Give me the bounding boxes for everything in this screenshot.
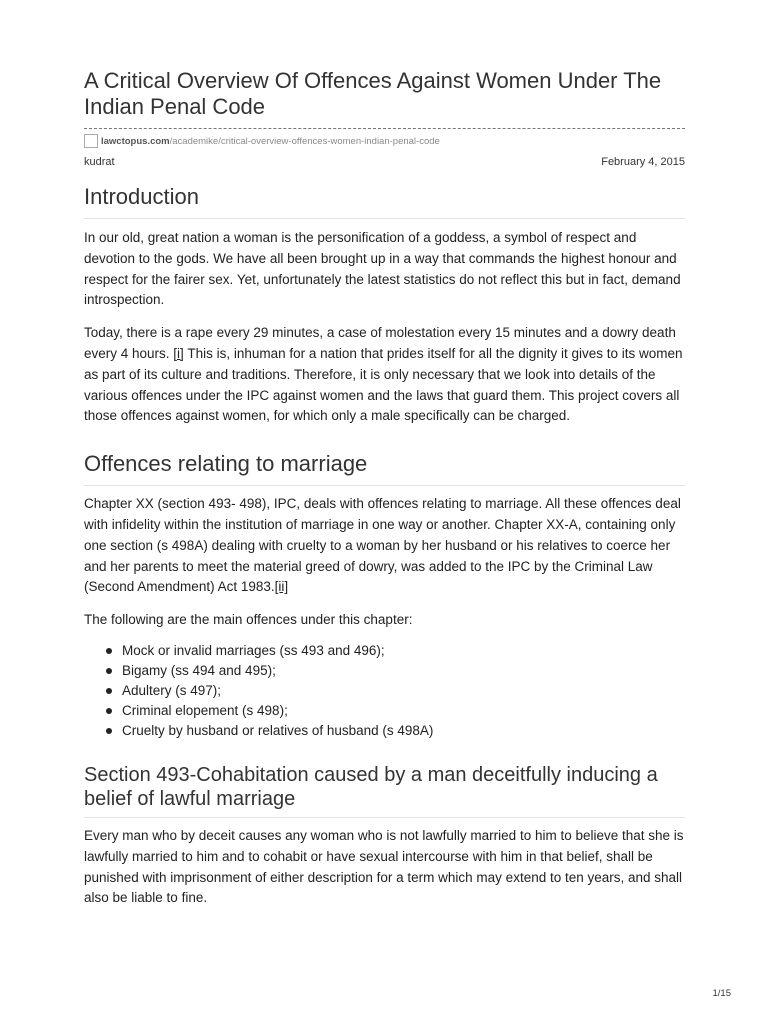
- list-item-text: Adultery (s 497);: [122, 682, 222, 698]
- list-item-text: Cruelty by husband or relatives of husband (s 498A): [122, 722, 434, 738]
- intro-paragraph-2: [84, 323, 685, 427]
- bullet-icon: [106, 668, 112, 674]
- intro-paragraph-2-rest: This is, inhuman for a nation that prides itself for all the dignity it gives to its women as part of its culture and traditions. Therefore, it is only necessary that we look into details of the various offences under the IPC against women and the laws that guard them. This project covers all those offences against women, for which only a male specifically can be charged.: [84, 345, 683, 424]
- marriage-paragraph-1-text: Chapter XX (section 493- 498), IPC, deals with offences relating to marriage. All these offences deal with infidelity within the institution of marriage in one way or another. Chapter XX-A, containing only one section (s 498A) dealing with cruelty to a woman by her husband or his relatives to coerce her and her parents to meet the material greed of dowry, was added to the IPC by the Criminal Law (Second Amendment) Act 1983.: [84, 496, 681, 595]
- dashed-divider: [84, 128, 685, 129]
- bullet-icon: [106, 648, 112, 654]
- publish-date: February 4, 2015: [601, 156, 685, 168]
- list-item: [122, 661, 685, 681]
- meta-row: [84, 156, 685, 168]
- list-item-text: Bigamy (ss 494 and 495);: [122, 662, 276, 678]
- document-page: [84, 0, 685, 909]
- heading-introduction: Introduction: [84, 184, 685, 219]
- page-title: A Critical Overview Of Offences Against Women Under The Indian Penal Code: [84, 68, 662, 119]
- list-item-text: Mock or invalid marriages (ss 493 and 496);: [122, 642, 385, 658]
- author: kudrat: [84, 156, 115, 168]
- bullet-icon: [106, 728, 112, 734]
- heading-offences-marriage: Offences relating to marriage: [84, 451, 685, 486]
- list-item: [122, 701, 685, 721]
- offences-list: [84, 641, 685, 741]
- source-domain: lawctopus.com: [101, 135, 170, 147]
- bullet-icon: [106, 688, 112, 694]
- intro-paragraph-1: In our old, great nation a woman is the personification of a goddess, a symbol of respect and devotion to the gods. We have all been brought up in a way that commands the highest honour and respect for the fairer sex. Yet, unfortunately the latest statistics do not reflect this but in fact, demand introspection.: [84, 230, 681, 308]
- source-row: [84, 132, 685, 150]
- section-493-paragraph: Every man who by deceit causes any woman who is not lawfully married to him to believe that she is lawfully married to him and to cohabit or have sexual intercourse with him in that belief, shall be punished with imprisonment of either description for a term which may extend to ten years, and shall also be liable to fine.: [84, 827, 684, 906]
- footnote-link-i[interactable]: [i]: [173, 345, 184, 361]
- list-item: [122, 721, 685, 741]
- marriage-paragraph-1: [84, 494, 685, 598]
- intro-paragraph-2-text: Today, there is a rape every 29 minutes, a case of molestation every 15 minutes and a dowry death every 4 hours.: [84, 325, 676, 361]
- list-item-text: Criminal elopement (s 498);: [122, 702, 288, 718]
- footnote-link-ii[interactable]: [ii]: [274, 579, 289, 595]
- heading-section-493: Section 493-Cohabitation caused by a man deceitfully inducing a belief of lawful marriage: [84, 763, 685, 818]
- bullet-icon: [106, 708, 112, 714]
- source-path: /academike/critical-overview-offences-women-indian-penal-code: [169, 135, 440, 147]
- page-number: 1/15: [712, 988, 731, 999]
- favicon-icon: [84, 134, 98, 148]
- source-link[interactable]: [101, 136, 440, 147]
- list-item: [122, 641, 685, 661]
- list-item: [122, 681, 685, 701]
- marriage-paragraph-2: The following are the main offences under this chapter:: [84, 612, 413, 628]
